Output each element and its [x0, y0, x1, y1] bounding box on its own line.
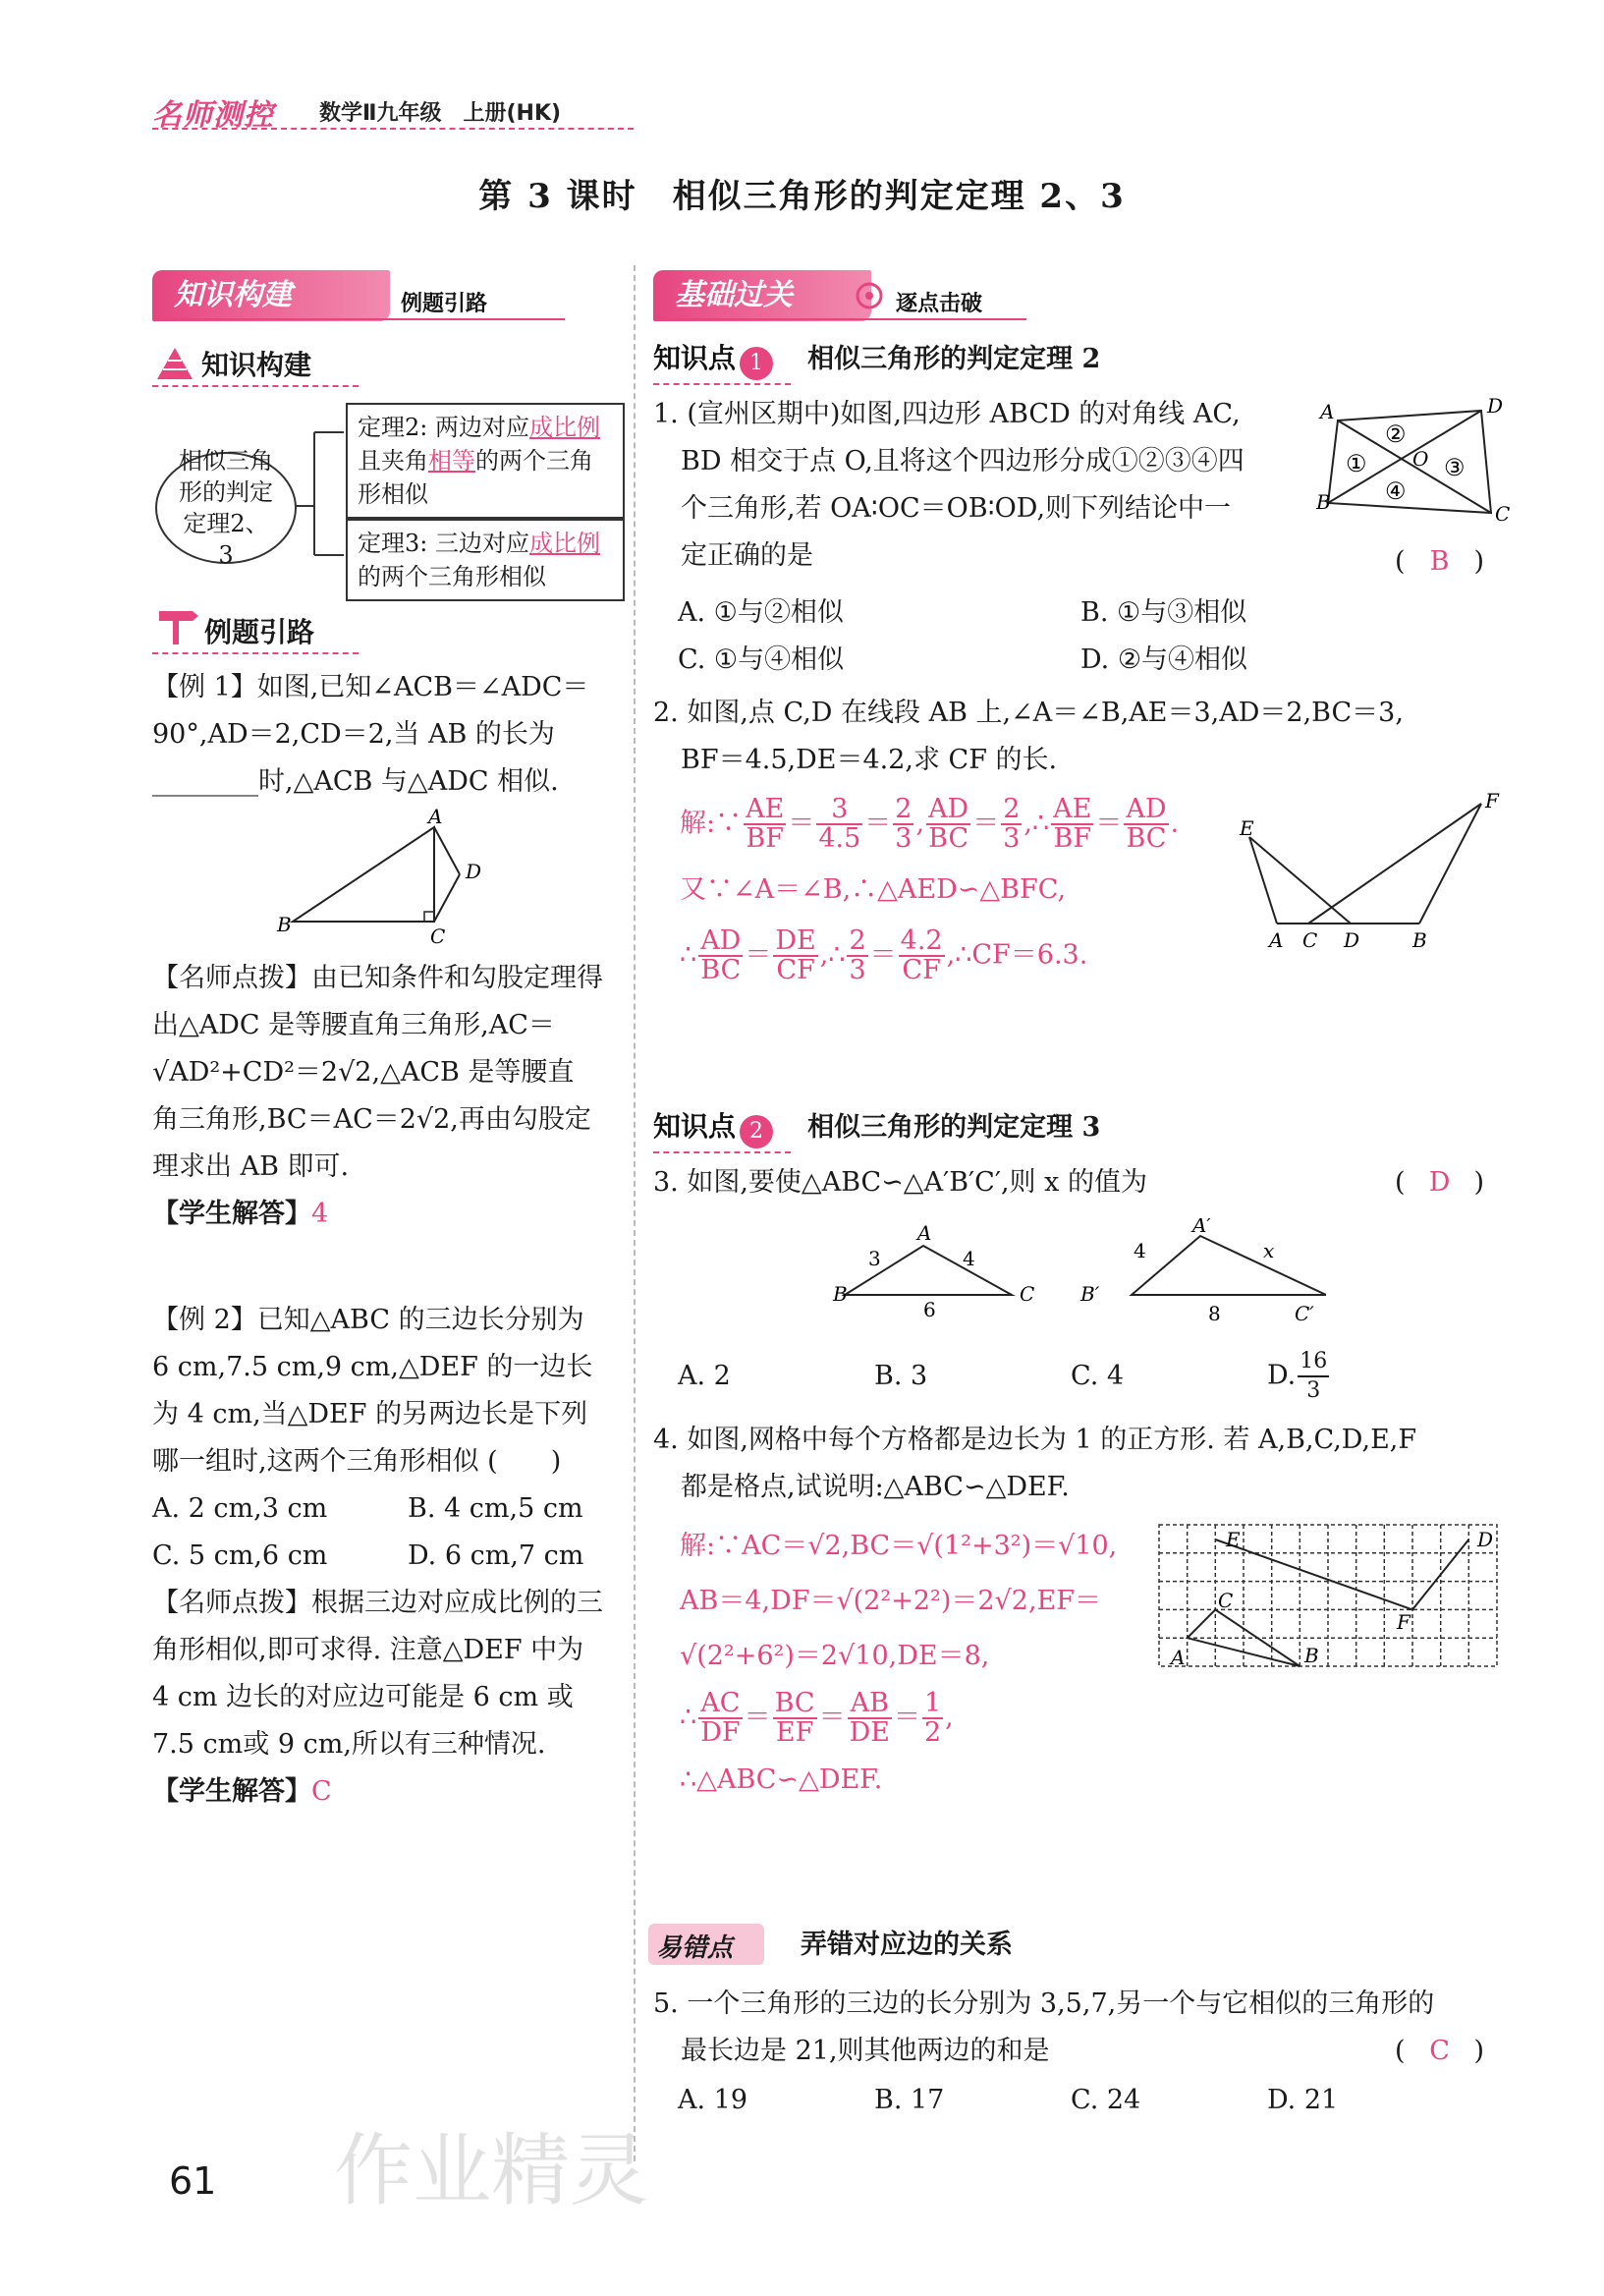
svg-text:3: 3 [868, 1247, 881, 1270]
fig-label: A [428, 806, 443, 828]
target-icon [855, 281, 884, 310]
svg-text:4: 4 [1134, 1239, 1146, 1262]
svg-text:A: A [917, 1221, 932, 1245]
kp1-line [653, 383, 791, 385]
svg-text:A: A [1171, 1646, 1186, 1669]
q5-options: A. 19 B. 17 C. 24 D. 21 [678, 2085, 1339, 2115]
example1: 【例 1】如图,已知∠ACB＝∠ADC＝ 90°,AD＝2,CD＝2,当 AB 的长为 ________时,△ACB 与△ADC 相似. [152, 672, 589, 797]
question5: 5. 一个三角形的三边的长分别为 3,5,7,另一个与它相似的三角形的 最长边是 21,则其他两边的和是 [653, 1988, 1435, 2066]
pyramid-icon [155, 344, 194, 383]
svg-text:B: B [1412, 928, 1427, 952]
svg-text:F: F [1485, 789, 1499, 812]
kp2-line [653, 1151, 791, 1153]
knowledge-heading: 知识构建 [201, 349, 312, 381]
svg-text:O: O [1412, 447, 1429, 471]
svg-text:E: E [1240, 816, 1254, 840]
svg-text:②: ② [1385, 420, 1407, 448]
svg-text:B: B [1316, 490, 1331, 514]
header-divider [152, 128, 634, 130]
q2-figure [1228, 786, 1513, 963]
q1-figure [1316, 393, 1513, 531]
example-heading: 例题引路 [204, 616, 315, 648]
theorem3-box: 定理3: 三边对应成比例 的两个三角形相似 [346, 519, 625, 601]
page-number: 61 [169, 2159, 217, 2203]
example-heading-line [152, 652, 359, 654]
question1: 1. (宣州区期中)如图,四边形 ABCD 的对角线 AC, BD 相交于点 O,且将这个四边形分成①②③④四 个三角形,若 OA∶OC＝OB∶OD,则下列结论中一 定正确的是 [653, 399, 1244, 571]
column-divider [634, 265, 636, 2161]
left-banner: 知识构建 [152, 270, 390, 321]
svg-text:B: B [1304, 1644, 1319, 1667]
brand-logo: 名师测控 [152, 98, 274, 133]
fig-label: B [277, 913, 292, 936]
q1-options: A. ①与②相似 B. ①与③相似 C. ①与④相似 D. ②与④相似 [678, 597, 1248, 675]
right-banner-tag: 逐点击破 [896, 292, 983, 316]
svg-text:D: D [1344, 928, 1360, 952]
fig-label: C [430, 924, 446, 948]
svg-text:C: C [1218, 1589, 1234, 1612]
watermark: 作业精灵 [334, 2125, 648, 2216]
svg-text:①: ① [1346, 450, 1367, 477]
example1-figure [265, 806, 501, 953]
svg-text:4: 4 [963, 1247, 975, 1270]
q3-figure [815, 1218, 1326, 1326]
left-banner-line [152, 318, 565, 320]
theorem2-box: 定理2: 两边对应成比例 且夹角相等的两个三角形相似 [346, 403, 625, 519]
mindmap-connector [293, 403, 352, 599]
q3-answer: ( D ) [1395, 1167, 1485, 1198]
q5-answer: ( C ) [1395, 2036, 1485, 2066]
error-title: 弄错对应边的关系 [801, 1930, 1013, 1960]
center-node: 相似三角形的判定定理2、3 [155, 452, 297, 564]
example1-tip: 【名师点拨】由已知条件和勾股定理得 出△ADC 是等腰直角三角形,AC＝ √AD²+CD²＝2√2,△ACB 是等腰直 角三角形,BC＝AC＝2√2,再由勾股定 理求出 AB 即可. 【学生解答】4 [152, 963, 603, 1229]
svg-text:C: C [1020, 1282, 1035, 1306]
svg-text:A: A [1320, 400, 1335, 423]
q4-solution: 解:∵AC＝√2,BC＝√(1²+3²)＝√10, AB＝4,DF＝√(2²+2²)＝2√2,EF＝ √(2²+6²)＝2√10,DE＝8, ∴ $\frac{AC}{DF}$ ＝ $\frac{BC}{EF}$ ＝ $\frac{AB}{DE}$ ＝ $\frac{1}{2}$ , ∴△ABC∽△DEF. [680, 1531, 1118, 1795]
kp2-heading: 知识点 2 相似三角形的判定定理 3 [653, 1104, 1100, 1151]
svg-text:A: A [1269, 928, 1284, 952]
svg-text:B: B [833, 1282, 848, 1306]
svg-text:x: x [1263, 1239, 1275, 1262]
fig-label: D [466, 860, 482, 883]
svg-text:8: 8 [1208, 1302, 1221, 1325]
error-tag: 易错点 [656, 1933, 734, 1963]
q4-grid-figure [1157, 1523, 1503, 1672]
kp1-heading: 知识点 1 相似三角形的判定定理 2 [653, 336, 1100, 383]
q3-options: A. 2 B. 3 C. 4 D. $\frac{16}{3}$ [678, 1349, 1328, 1403]
svg-text:D: D [1477, 1528, 1494, 1551]
page-title: 第 3 课时 相似三角形的判定定理 2、3 [478, 177, 1126, 216]
right-banner-line [653, 318, 1026, 320]
svg-text:④: ④ [1385, 477, 1407, 505]
question4: 4. 如图,网格中每个方格都是边长为 1 的正方形. 若 A,B,C,D,E,F 都是格点,试说明:△ABC∽△DEF. [653, 1425, 1417, 1502]
svg-text:F: F [1397, 1610, 1410, 1634]
subject-label: 数学Ⅱ九年级 上册(HK) [319, 101, 562, 126]
svg-text:③: ③ [1444, 454, 1466, 481]
svg-text:C′: C′ [1295, 1302, 1314, 1325]
svg-text:A′: A′ [1192, 1218, 1211, 1237]
svg-text:6: 6 [923, 1298, 936, 1321]
svg-text:C: C [1302, 928, 1318, 952]
question3: 3. 如图,要使△ABC∽△A′B′C′,则 x 的值为 [653, 1167, 1147, 1198]
svg-text:D: D [1487, 394, 1504, 418]
svg-text:B′: B′ [1080, 1282, 1100, 1306]
signpost-icon [155, 607, 198, 646]
svg-text:E: E [1226, 1528, 1241, 1551]
svg-text:C: C [1495, 502, 1511, 526]
right-banner: 基础过关 [653, 270, 871, 321]
example2: 【例 2】已知△ABC 的三边长分别为 6 cm,7.5 cm,9 cm,△DEF 的一边长 为 4 cm,当△DEF 的另两边长是下列 哪一组时,这两个三角形相似 ( ) A. 2 cm,3 cm B. 4 cm,5 cm C. 5 cm,6 cm D. 6 cm,7 cm 【名师点拨】根据三边对应成比例的三 角形相似,即可求得. 注意△DEF 中为 4 cm 边长的对应边可能是 6 cm 或 7.5 cm或 9 cm,所以有三种情况. 【学生解答】C [152, 1305, 603, 1807]
q2-solution: 解:∵ $\frac{AE}{BF}$ ＝ $\frac{3}{4.5}$ ＝ $\frac{2}{3}$ , $\frac{AD}{BC}$ ＝ $\frac{2}{3}$ ,∴ $\frac{AE}{BF}$ ＝ $\frac{AD}{BC}$ . 又∵∠A＝∠B,∴△AED∽△BFC, ∴ $\frac{AD}{BC}$ ＝ $\frac{DE}{CF}$ ,∴ $\frac{2}{3}$ ＝ $\frac{4.2}{CF}$ ,∴CF＝6.3. [680, 794, 1180, 985]
left-banner-tag: 例题引路 [401, 292, 488, 316]
question2: 2. 如图,点 C,D 在线段 AB 上,∠A＝∠B,AE＝3,AD＝2,BC＝3, BF＝4.5,DE＝4.2,求 CF 的长. [653, 698, 1404, 775]
knowledge-heading-line [152, 385, 359, 387]
q1-answer: ( B ) [1395, 546, 1485, 577]
